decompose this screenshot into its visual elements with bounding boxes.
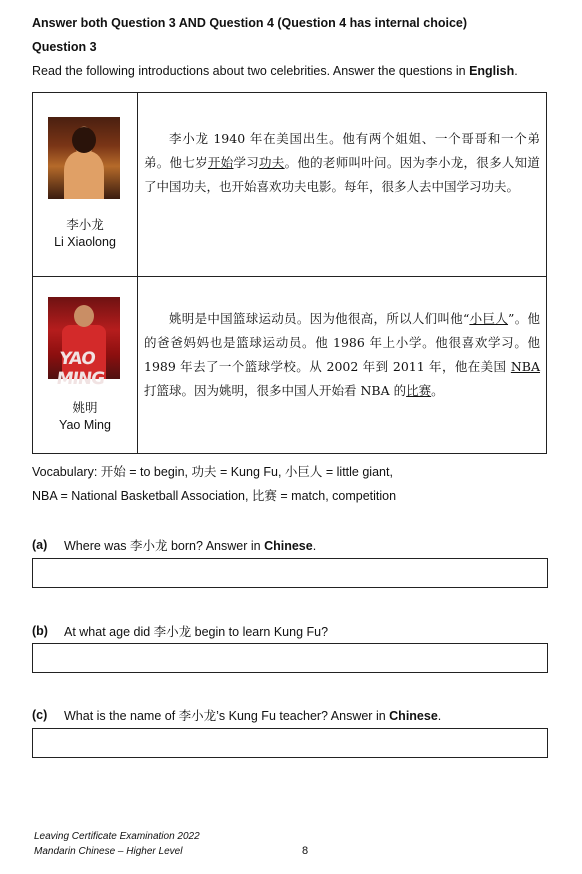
passage-segment: 李小龙 1940 年在美国出生。他有两个姐姐、一个哥哥和一个弟弟。他七岁	[144, 131, 540, 170]
instruction-heading: Answer both Question 3 AND Question 4 (Question 4 has internal choice)	[32, 16, 468, 30]
celebrity-name-en: Yao Ming	[59, 418, 111, 432]
passage-segment: 打篮球。因为姚明，很多中国人开始看 NBA 的	[144, 383, 407, 398]
celebrity-name-cn: 李小龙	[66, 218, 104, 232]
vocab-underlined-term: 小巨人	[469, 311, 509, 326]
yao-ming-photo	[48, 297, 120, 389]
vocab-underlined-term: 开始	[207, 155, 234, 170]
celebrity-name-cn: 姚明	[72, 401, 98, 415]
vocabulary-line: NBA = National Basketball Association, 比赛 = match, competition	[32, 489, 397, 503]
passage-segment: 学习	[233, 155, 260, 170]
question-letter: (c)	[32, 708, 48, 722]
question-text: Where was 李小龙 born? Answer in Chinese.	[64, 539, 317, 553]
question-a	[32, 536, 317, 554]
answer-box-c[interactable]	[32, 728, 548, 758]
passage-segment: 姚明是中国篮球运动员。因为他很高，所以人们叫他“	[169, 311, 470, 326]
footer-exam-title: Leaving Certificate Examination 2022	[34, 831, 200, 842]
question-c	[32, 706, 442, 724]
celebrity-text-cell	[138, 93, 547, 277]
answer-box-a[interactable]	[32, 558, 548, 588]
celebrity-intro-text	[144, 307, 540, 403]
celebrity-intro-text	[144, 127, 540, 199]
passage-segment: ”。他的爸爸妈妈也是篮球运动员。他 1986 年上小学。他很喜欢学习。他 1989 年去了一个篮球学校。从 2002 年到 2011 年，他在美国	[144, 311, 540, 374]
vocabulary-line: Vocabulary: 开始 = to begin, 功夫 = Kung Fu, 小巨人 = little giant,	[32, 465, 393, 479]
celebrity-table	[32, 92, 547, 454]
celebrity-photo-cell	[33, 277, 138, 454]
celebrity-name-en: Li Xiaolong	[54, 235, 116, 249]
question-title: Question 3	[32, 40, 97, 54]
passage-segment: 。	[431, 383, 444, 398]
vocab-underlined-term: NBA	[510, 359, 540, 374]
celebrity-text-cell	[138, 277, 547, 454]
question-b	[32, 622, 329, 640]
question-text: What is the name of 李小龙’s Kung Fu teacher? Answer in Chinese.	[64, 709, 442, 723]
question-letter: (a)	[32, 538, 48, 552]
li-xiaolong-photo	[48, 117, 120, 199]
celebrity-photo-cell	[33, 93, 138, 277]
page-number: 8	[302, 845, 309, 857]
intro-text: Read the following introductions about two celebrities. Answer the questions in English.	[32, 64, 518, 78]
answer-box-b[interactable]	[32, 643, 548, 673]
vocab-underlined-term: 功夫	[259, 155, 285, 170]
question-letter: (b)	[32, 624, 48, 638]
photo-caption: YAO MING	[55, 349, 106, 389]
question-text: At what age did 李小龙 begin to learn Kung Fu?	[64, 625, 329, 639]
passage-segment: 。他的老师叫叶问。因为李小龙，很多人知道了中国功夫，也开始喜欢功夫电影。每年，很多人去中国学习功夫。	[144, 155, 540, 194]
vocab-underlined-term: 比赛	[406, 383, 432, 398]
footer-subject: Mandarin Chinese – Higher Level	[34, 846, 183, 857]
